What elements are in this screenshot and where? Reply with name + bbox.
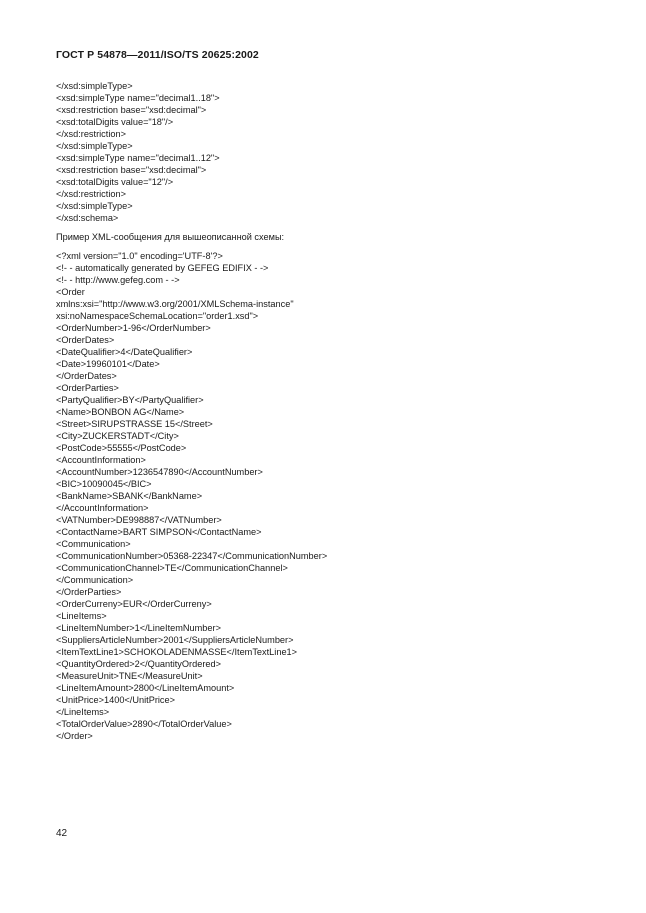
- code-line: xmlns:xsi="http://www.w3.org/2001/XMLSchema-instance": [56, 299, 294, 309]
- code-line: <BIC>10090045</BIC>: [56, 479, 152, 489]
- code-line: <PartyQualifier>BY</PartyQualifier>: [56, 395, 204, 405]
- code-line: <QuantityOrdered>2</QuantityOrdered>: [56, 659, 221, 669]
- code-line: <xsd:totalDigits value="18"/>: [56, 117, 174, 127]
- code-line: </LineItems>: [56, 707, 110, 717]
- code-line: </xsd:schema>: [56, 213, 119, 223]
- example-caption: Пример XML-сообщения для вышеописанной схемы:: [56, 232, 285, 242]
- code-line: <City>ZUCKERSTADT</City>: [56, 431, 179, 441]
- code-line: <TotalOrderValue>2890</TotalOrderValue>: [56, 719, 232, 729]
- code-line: <AccountNumber>1236547890</AccountNumber>: [56, 467, 263, 477]
- code-line: <MeasureUnit>TNE</MeasureUnit>: [56, 671, 203, 681]
- code-line: <PostCode>55555</PostCode>: [56, 443, 187, 453]
- code-line: </Communication>: [56, 575, 134, 585]
- code-line: <UnitPrice>1400</UnitPrice>: [56, 695, 175, 705]
- code-line: </xsd:restriction>: [56, 129, 126, 139]
- code-line: <xsd:totalDigits value="12"/>: [56, 177, 174, 187]
- code-line: <ContactName>BART SIMPSON</ContactName>: [56, 527, 262, 537]
- code-line: <AccountInformation>: [56, 455, 146, 465]
- code-line: <!- - automatically generated by GEFEG EDIFIX - ->: [56, 263, 269, 273]
- schema-code-block: [56, 80, 220, 224]
- code-line: <CommunicationChannel>TE</CommunicationChannel>: [56, 563, 288, 573]
- code-line: <xsd:restriction base="xsd:decimal">: [56, 165, 207, 175]
- code-line: <Communication>: [56, 539, 131, 549]
- code-line: </xsd:simpleType>: [56, 81, 133, 91]
- code-line: </OrderDates>: [56, 371, 117, 381]
- code-line: <?xml version="1.0" encoding='UTF-8'?>: [56, 251, 223, 261]
- code-line: <LineItemAmount>2800</LineItemAmount>: [56, 683, 235, 693]
- code-line: <SuppliersArticleNumber>2001</SuppliersArticleNumber>: [56, 635, 294, 645]
- code-line: <VATNumber>DE998887</VATNumber>: [56, 515, 222, 525]
- code-line: </xsd:simpleType>: [56, 141, 133, 151]
- code-line: <ItemTextLine1>SCHOKOLADENMASSE</ItemTextLine1>: [56, 647, 298, 657]
- document-header-title: ГОСТ Р 54878—2011/ISO/TS 20625:2002: [56, 49, 259, 61]
- code-line: </OrderParties>: [56, 587, 122, 597]
- xml-example-code-block: [56, 250, 327, 742]
- code-line: <OrderDates>: [56, 335, 115, 345]
- code-line: </Order>: [56, 731, 93, 741]
- code-line: <Name>BONBON AG</Name>: [56, 407, 185, 417]
- code-line: <OrderCurreny>EUR</OrderCurreny>: [56, 599, 212, 609]
- code-line: <Order: [56, 287, 85, 297]
- code-line: <LineItems>: [56, 611, 107, 621]
- code-line: <xsd:restriction base="xsd:decimal">: [56, 105, 207, 115]
- page-number: 42: [56, 828, 68, 839]
- code-line: <xsd:simpleType name="decimal1..18">: [56, 93, 220, 103]
- code-line: <Date>19960101</Date>: [56, 359, 160, 369]
- code-line: <DateQualifier>4</DateQualifier>: [56, 347, 193, 357]
- code-line: <xsd:simpleType name="decimal1..12">: [56, 153, 220, 163]
- code-line: <LineItemNumber>1</LineItemNumber>: [56, 623, 221, 633]
- code-line: <CommunicationNumber>05368-22347</CommunicationNumber>: [56, 551, 328, 561]
- code-line: </xsd:restriction>: [56, 189, 126, 199]
- code-line: <BankName>SBANK</BankName>: [56, 491, 203, 501]
- code-line: xsi:noNamespaceSchemaLocation="order1.xsd">: [56, 311, 259, 321]
- code-line: </AccountInformation>: [56, 503, 149, 513]
- code-line: <OrderParties>: [56, 383, 119, 393]
- code-line: <!- - http://www.gefeg.com - ->: [56, 275, 180, 285]
- code-line: <OrderNumber>1-96</OrderNumber>: [56, 323, 211, 333]
- code-line: </xsd:simpleType>: [56, 201, 133, 211]
- code-line: <Street>SIRUPSTRASSE 15</Street>: [56, 419, 213, 429]
